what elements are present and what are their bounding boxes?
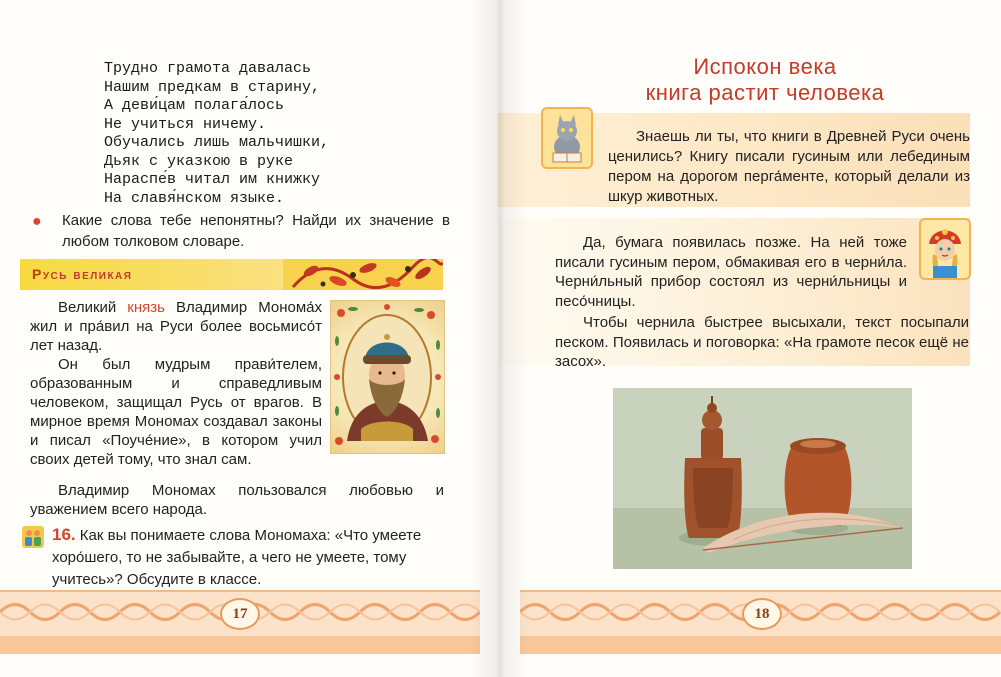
poem-line: А деви́цам полага́лось <box>104 97 285 114</box>
girl-in-kokoshnik-icon <box>921 220 969 278</box>
page-title-line: книга растит человека <box>645 80 885 105</box>
page-title-line: Испокон века <box>693 54 837 79</box>
page-number-right: 18 <box>742 598 782 630</box>
paragraph-monomakh-intro <box>30 298 322 355</box>
inkwell-photo <box>613 388 912 569</box>
cat-with-book-icon <box>543 109 591 167</box>
footer-stripe-left <box>0 636 480 654</box>
vocabulary-task <box>30 210 450 252</box>
poem-line: Нараспе́в читал им книжку <box>104 171 321 188</box>
section-title: Русь великая <box>32 266 133 282</box>
task-number: 16. <box>52 525 76 544</box>
section-header-band <box>20 259 443 290</box>
poem-line: Нашим предкам в старину, <box>104 78 321 96</box>
highlighted-term: князь <box>127 299 165 316</box>
task-16 <box>22 524 447 591</box>
task-text: Как вы понимаете слова Мономаха: «Что умеете хоро́шего, то не забывайте, а чего не умеете, тому учитесь»? Обсудите в классе. <box>52 527 422 588</box>
girl-avatar <box>919 218 971 280</box>
cat-avatar <box>541 107 593 169</box>
cat-dialog-text: Знаешь ли ты, что книги в Древней Руси очень ценились? Книгу писали гусиным или лебединым пером на дорогом перга́менте, который делали из шкур животных. <box>608 128 970 205</box>
paragraph-monomakh-respect: Владимир Мономах пользовался любовью и уважением всего народа. <box>30 482 444 518</box>
page-title <box>600 54 930 106</box>
poem <box>104 60 444 208</box>
poem-line: Не учиться ничему. <box>104 115 267 133</box>
monomakh-portrait <box>330 300 445 454</box>
poem-line: Трудно грамота давалась <box>104 60 312 77</box>
inkwell-sandbox-quill-icon <box>613 388 912 569</box>
monomakh-portrait-icon <box>331 301 444 453</box>
pair-work-icon <box>22 526 44 548</box>
paragraph-monomakh-ruler: Он был мудрым прави́телем, образованным и справедливым человеком, защищал Русь от врагов. В мирное время Мономах создавал законы и писал «Поуче́ние», в котором учил своих детей тому, что знал сам. <box>30 356 322 468</box>
page-number-left: 17 <box>220 598 260 630</box>
paragraph-text: Владимир Монома́х жил и пра́вил на Руси более восьмисо́т лет назад. <box>30 299 323 354</box>
poem-line: На славя́нском языке. <box>104 189 285 207</box>
girl-dialog-text-1: Да, бумага появилась позже. На ней тоже писали гусиным пером, обмакивая его в черни́ла. Черни́льный прибор состоял из черни́льницы и песо́чницы. <box>555 234 907 310</box>
khokhloma-ornament-icon <box>283 259 443 290</box>
footer-stripe-right <box>520 636 1001 654</box>
paragraph-text: Великий <box>58 299 128 316</box>
poem-line: Дьяк с указкою в руке <box>104 152 294 170</box>
bullet-dot-icon: ● <box>32 213 42 230</box>
girl-dialog-text-2: Чтобы чернила быстрее высыхали, текст посыпали песком. Появилась и поговорка: «На грамоте песок ещё не засох». <box>555 314 969 370</box>
poem-line: Обучались лишь мальчишки, <box>104 134 330 151</box>
vocabulary-task-text: Какие слова тебе непонятны? Найди их значение в любом толковом словаре. <box>62 212 450 250</box>
